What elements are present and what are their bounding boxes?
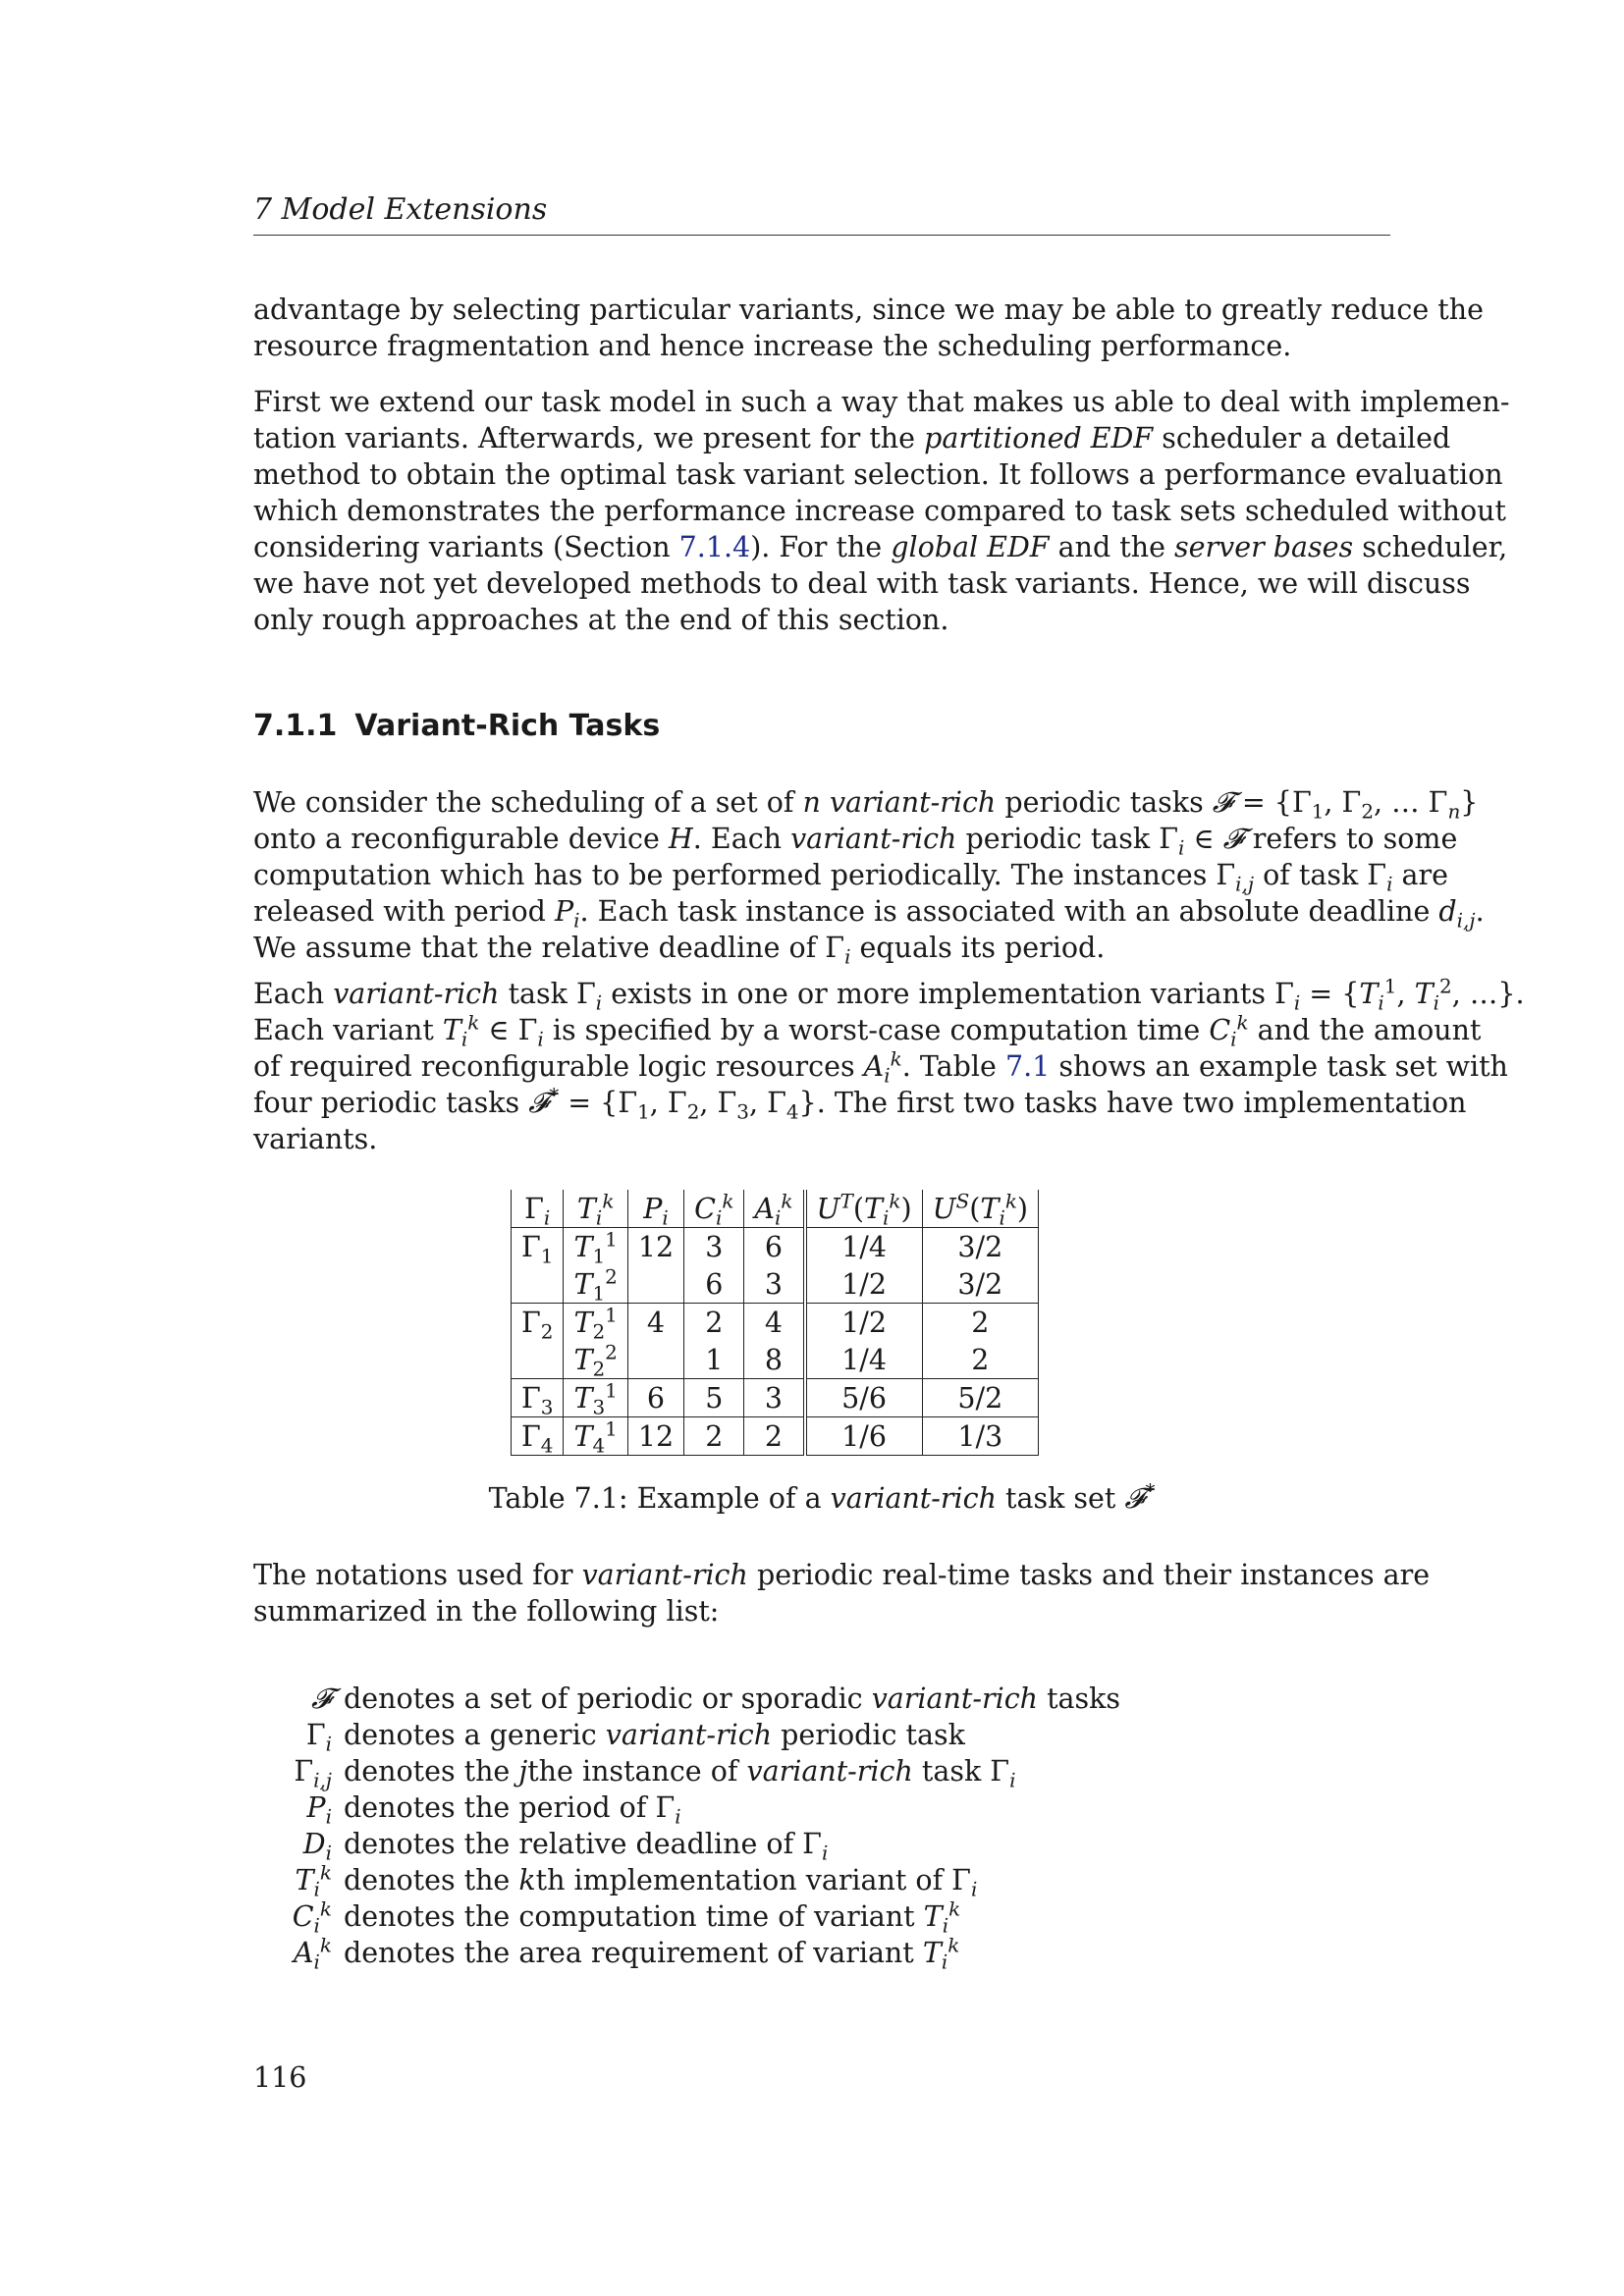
col-header-task: $\Gamma_i$	[512, 1190, 564, 1228]
section-heading	[253, 709, 660, 743]
text-line: considering variants (Section 7.1.4). For the global EDF and the server bases scheduler,	[253, 531, 1508, 563]
text-line: resource fragmentation and hence increase the scheduling performance.	[253, 330, 1292, 362]
table-ref-link[interactable]: 7.1	[1004, 1050, 1051, 1083]
list-item: $A_i^k$ denotes the area requirement of variant $T_i^k$	[293, 1933, 960, 1974]
section-number: 7.1.1	[253, 709, 338, 743]
text-line: First we extend our task model in such a way that makes us able to deal with implemen-	[253, 386, 1510, 418]
col-header-space-util: $U^S(T_i^k)$	[922, 1190, 1038, 1228]
text-line: which demonstrates the performance increase compared to task sets scheduled without	[253, 495, 1506, 527]
col-header-period: $P_i$	[627, 1190, 683, 1228]
list-item: 𝓕 denotes a set of periodic or sporadic variant-rich tasks	[310, 1682, 1121, 1715]
section-ref-link[interactable]: 7.1.4	[678, 531, 751, 563]
list-item: $\Gamma_i$ denotes a generic variant-rich periodic task	[305, 1719, 965, 1756]
running-head: 7 Model Extensions	[253, 192, 1390, 236]
list-item: $C_i^k$ denotes the computation time of variant $T_i^k$	[292, 1896, 961, 1938]
intro-paragraph-1	[253, 292, 1484, 364]
col-header-time-util: $U^T(T_i^k)$	[805, 1190, 923, 1228]
col-header-computation: $C_i^k$	[684, 1190, 744, 1228]
list-item: $D_i$ denotes the relative deadline of $\Gamma_i$	[302, 1828, 829, 1865]
text-line: advantage by selecting particular variants, since we may be able to greatly reduce the	[253, 294, 1484, 326]
table-row: $\Gamma_3$ $T_3^1$ 6 5 3 5/6 5/2	[512, 1379, 1039, 1417]
list-item: $\Gamma_{i,j}$ denotes the jthe instance of variant-rich task $\Gamma_i$	[294, 1755, 1016, 1792]
table-row: $T_1^2$ 6 3 1/2 3/2	[512, 1265, 1039, 1304]
page-number: 116	[253, 2061, 307, 2094]
col-header-area: $A_i^k$	[744, 1190, 805, 1228]
list-item: $P_i$ denotes the period of $\Gamma_i$	[306, 1791, 681, 1829]
table-row: $\Gamma_1$ $T_1^1$ 12 3 6 1/4 3/2	[512, 1228, 1039, 1266]
table-row: $\Gamma_4$ $T_4^1$ 12 2 2 1/6 1/3	[512, 1417, 1039, 1456]
notation-list	[253, 1681, 1121, 1974]
table-row: $\Gamma_2$ $T_2^1$ 4 2 4 1/2 2	[512, 1304, 1039, 1342]
notation-intro: The notations used for variant-rich periodic real-time tasks and their instances are summarized in the following list:	[253, 1559, 1431, 1628]
list-item: $T_i^k$ denotes the kth implementation variant of $\Gamma_i$	[295, 1860, 978, 1901]
variant-task-table	[511, 1190, 1039, 1456]
col-header-variant: $T_i^k$	[564, 1190, 627, 1228]
table-row: $T_2^2$ 1 8 1/4 2	[512, 1341, 1039, 1379]
intro-paragraph-2	[253, 384, 1510, 638]
text-line: method to obtain the optimal task variant selection. It follows a performance evaluation	[253, 458, 1503, 491]
text-line: tation variants. Afterwards, we present for the partitioned EDF scheduler a detailed	[253, 422, 1451, 454]
task-model-paragraph: We consider the scheduling of a set of n variant-rich periodic tasks 𝓕 = {$\Gamma_1$, $\Gamma_2$, … $\Gamma_n$} onto a reconfigurable device H. Each variant-rich periodic task $\Gamma_i$ ∈ 𝓕 refers to some computation which has to be performed periodically. The instances $\Gamma_{i,j}$ of task $\Gamma_i$ are released with period $P_i$. Each task instance is associated with an absolute deadline $d_{i,j}$. We assume that the relative deadline of $\Gamma_i$ equals its period.	[253, 786, 1485, 969]
text-line: we have not yet developed methods to deal with task variants. Hence, we will discuss	[253, 567, 1471, 600]
text-line: only rough approaches at the end of this section.	[253, 604, 949, 636]
section-title: Variant-Rich Tasks	[354, 709, 661, 743]
variant-paragraph: Each variant-rich task $\Gamma_i$ exists in one or more implementation variants $\Gamma_i = \{T_i^1$, $T_i^2$, …}. Each variant $T_i^k$ ∈ $\Gamma_i$ is specified by a worst-case computation time $C_i^k$ and the amount of required reconfigurable logic resources $A_i^k$. Table 7.1 shows an example task set with four periodic tasks 𝓕* = {$\Gamma_1$, $\Gamma_2$, $\Gamma_3$, $\Gamma_4$}. The first two tasks have two implementation variants.	[253, 974, 1525, 1155]
table-caption: Table 7.1: Example of a variant-rich task set 𝓕*	[488, 1478, 1156, 1515]
